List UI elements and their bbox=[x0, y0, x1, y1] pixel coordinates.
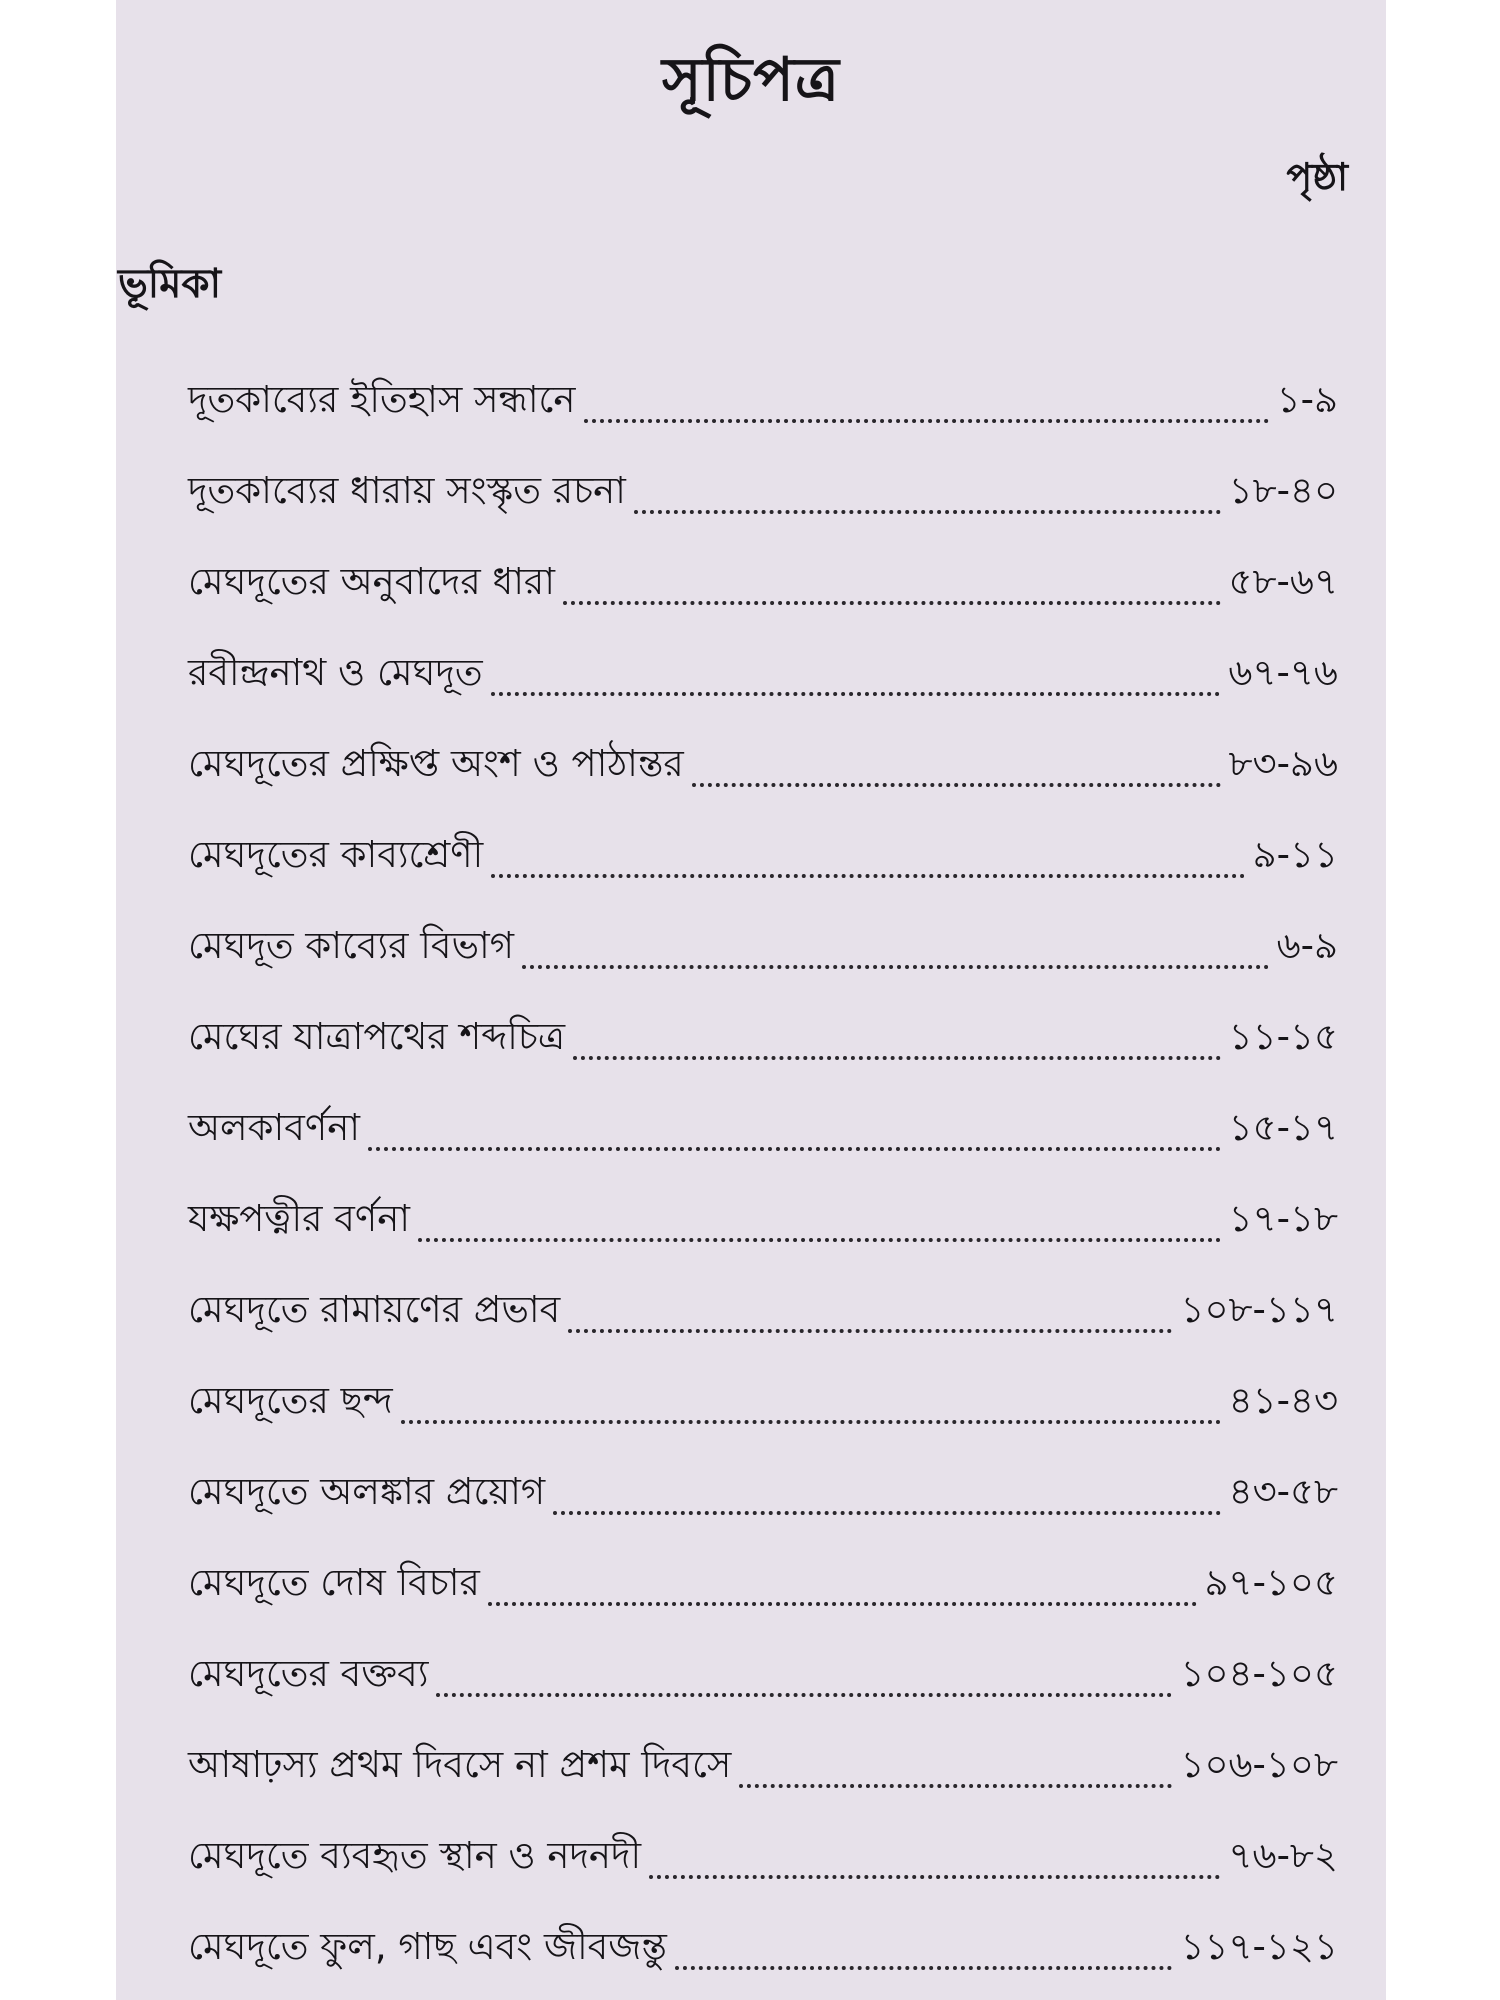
toc-entry bbox=[188, 1161, 1338, 1252]
entry-title: মেঘদূতে দোষ বিচার bbox=[188, 1561, 480, 1604]
dot-leader bbox=[584, 419, 1269, 423]
toc-entry bbox=[188, 615, 1338, 706]
toc-entry bbox=[188, 524, 1338, 615]
toc-entry bbox=[188, 797, 1338, 888]
dot-leader bbox=[491, 692, 1221, 696]
entry-title: মেঘদূতে অলঙ্কার প্রয়োগ bbox=[188, 1470, 546, 1513]
toc-entry bbox=[188, 1434, 1338, 1525]
dot-leader bbox=[568, 1329, 1172, 1333]
entry-pages: ১৭-১৮ bbox=[1228, 1197, 1338, 1240]
entry-pages: ৬৭-৭৬ bbox=[1228, 651, 1338, 694]
toc-entry bbox=[188, 706, 1338, 797]
entry-title: মেঘদূতে ফুল, গাছ এবং জীবজন্তু bbox=[188, 1925, 667, 1968]
entry-pages: ৯৭-১০৫ bbox=[1204, 1561, 1338, 1604]
dot-leader bbox=[418, 1238, 1221, 1242]
entry-title: দূতকাব্যের ধারায় সংস্কৃত রচনা bbox=[188, 469, 626, 512]
toc-entry bbox=[188, 1889, 1338, 1980]
entry-title: দূতকাব্যের ইতিহাস সন্ধানে bbox=[188, 378, 576, 421]
entry-title: মেঘদূত কাব্যের বিভাগ bbox=[188, 924, 515, 967]
book-page bbox=[116, 0, 1386, 2000]
entry-pages: ৪১-৪৩ bbox=[1228, 1379, 1338, 1422]
toc-entry bbox=[188, 342, 1338, 433]
entry-pages: ১১-১৫ bbox=[1228, 1015, 1338, 1058]
toc-entry bbox=[188, 1707, 1338, 1798]
dot-leader bbox=[401, 1420, 1221, 1424]
dot-leader bbox=[675, 1966, 1173, 1970]
entry-title: মেঘদূতের অনুবাদের ধারা bbox=[188, 560, 556, 603]
entry-pages: ৫৮-৬৭ bbox=[1228, 560, 1338, 603]
entry-title: মেঘদূতের ছন্দ bbox=[188, 1379, 393, 1422]
entry-title: আষাঢ়স্য প্রথম দিবসে না প্রশম দিবসে bbox=[188, 1743, 732, 1786]
dot-leader bbox=[553, 1511, 1220, 1515]
dot-leader bbox=[491, 874, 1244, 878]
entry-pages: ৪৩-৫৮ bbox=[1228, 1470, 1338, 1513]
dot-leader bbox=[522, 965, 1269, 969]
entry-title: মেঘদূতে ব্যবহৃত স্থান ও নদনদী bbox=[188, 1834, 642, 1877]
toc-entry bbox=[188, 433, 1338, 524]
toc-entry bbox=[188, 1343, 1338, 1434]
entry-pages: ৭৬-৮২ bbox=[1228, 1834, 1338, 1877]
entry-title: মেঘদূতে রামায়ণের প্রভাব bbox=[188, 1288, 561, 1331]
entry-title: অলকাবর্ণনা bbox=[188, 1106, 361, 1149]
dot-leader bbox=[573, 1056, 1221, 1060]
dot-leader bbox=[649, 1875, 1220, 1879]
entry-title: যক্ষপত্নীর বর্ণনা bbox=[188, 1197, 411, 1240]
entry-pages: ৯-১১ bbox=[1252, 833, 1338, 876]
entry-pages: ১০৬-১০৮ bbox=[1180, 1743, 1338, 1786]
toc-entry bbox=[188, 979, 1338, 1070]
entry-title: মেঘদূতের কাব্যশ্রেণী bbox=[188, 833, 484, 876]
toc-entry bbox=[188, 1252, 1338, 1343]
section-heading: ভূমিকা bbox=[118, 261, 222, 307]
entry-pages: ১৫-১৭ bbox=[1228, 1106, 1338, 1149]
toc-entry bbox=[188, 1616, 1338, 1707]
entry-pages: ১০৪-১০৫ bbox=[1180, 1652, 1338, 1695]
dot-leader bbox=[436, 1693, 1172, 1697]
entry-pages: ৬-৯ bbox=[1276, 924, 1338, 967]
dot-leader bbox=[563, 601, 1221, 605]
toc-entry bbox=[188, 888, 1338, 979]
entry-pages: ১১৭-১২১ bbox=[1180, 1925, 1338, 1968]
entry-title: মেঘদূতের প্রক্ষিপ্ত অংশ ও পাঠান্তর bbox=[188, 742, 684, 785]
dot-leader bbox=[634, 510, 1221, 514]
entry-pages: ১৮-৪০ bbox=[1228, 469, 1338, 512]
dot-leader bbox=[692, 783, 1221, 787]
page-title: সূচিপত্র bbox=[662, 45, 840, 115]
table-of-contents bbox=[188, 342, 1338, 1980]
toc-entry bbox=[188, 1798, 1338, 1889]
page-column-header: পৃষ্ঠা bbox=[1286, 155, 1348, 199]
dot-leader bbox=[488, 1602, 1197, 1606]
entry-title: মেঘের যাত্রাপথের শব্দচিত্র bbox=[188, 1015, 566, 1058]
entry-pages: ৮৩-৯৬ bbox=[1228, 742, 1338, 785]
entry-pages: ১০৮-১১৭ bbox=[1180, 1288, 1338, 1331]
dot-leader bbox=[368, 1147, 1221, 1151]
dot-leader bbox=[739, 1784, 1172, 1788]
entry-title: মেঘদূতের বক্তব্য bbox=[188, 1652, 429, 1695]
toc-entry bbox=[188, 1070, 1338, 1161]
entry-pages: ১-৯ bbox=[1276, 378, 1338, 421]
entry-title: রবীন্দ্রনাথ ও মেঘদূত bbox=[188, 651, 483, 694]
toc-entry bbox=[188, 1525, 1338, 1616]
